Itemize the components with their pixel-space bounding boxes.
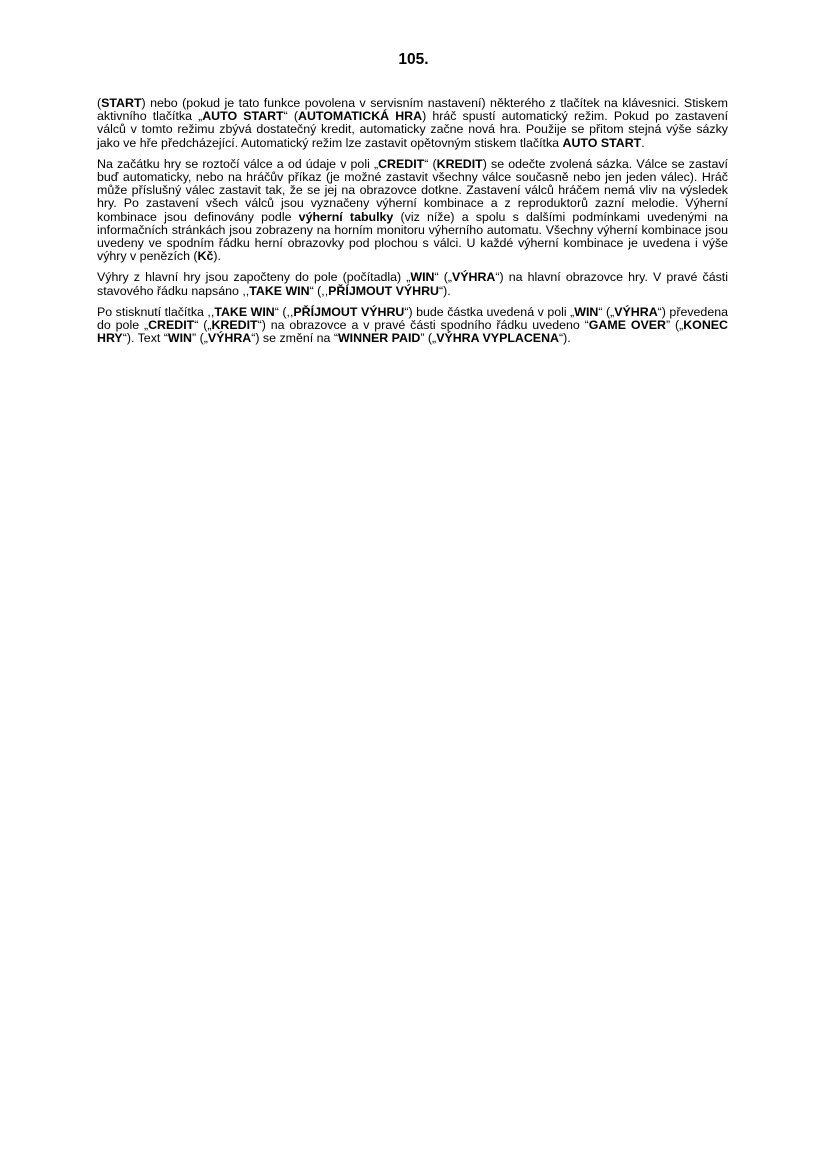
text-run: “). Text “ [122,331,168,346]
bold-text-run: VÝHRA VYPLACENA [436,331,559,346]
text-run: “) bude částka uvedená v poli „ [404,304,575,319]
bold-text-run: výherní tabulky [298,209,394,224]
bold-text-run: CREDIT [378,156,425,171]
text-run: ” („ [420,331,437,346]
bold-text-run: TAKE WIN [214,304,275,319]
bold-text-run: KONEC HRY [97,318,728,346]
bold-text-run: Kč [197,249,214,264]
document-body [97,97,728,353]
page-number: 105. [398,51,429,68]
text-run: “). [439,283,451,298]
text-run: ” („ [192,331,208,346]
text-run: “ („ [598,304,615,319]
bold-text-run: KREDIT [211,318,258,333]
bold-text-run: PŘÍJMOUT VÝHRU [293,304,405,319]
bold-text-run: AUTO START [562,135,642,150]
bold-text-run: WIN [574,304,599,319]
text-run: Výhry z hlavní hry jsou započteny do pole (počítadla) „ [97,270,411,285]
bold-text-run: AUTOMATICKÁ HRA [298,109,423,124]
bold-text-run: VÝHRA [614,304,658,319]
text-run: “ (,, [274,304,294,319]
text-run: ) se odečte zvolená sázka. Válce se zastaví buď automaticky, nebo na hráčův příkaz (je možné zastavit všechny válce současně nebo jen jeden válec). Hráč může příslušný válec zastavit tak, že se jej na obrazovce dotkne. Zastavení válců hráčem nemá vliv na výsledek hry. Po zastavení všech válců jsou vyznačeny výherní kombinace a z reproduktorů zazní melodie. Výherní kombinace jsou definovány podle [97,156,728,224]
bold-text-run: VÝHRA [452,270,496,285]
text-run: “ ( [283,109,299,124]
text-run: Po stisknutí tlačítka ,, [97,304,215,319]
paragraph [97,271,728,297]
text-run: “). [558,331,571,346]
bold-text-run: START [101,96,142,110]
text-run: “) na hlavní obrazovce hry. V pravé části stavového řádku napsáno ,, [97,270,729,298]
bold-text-run: WINNER PAID [337,331,421,346]
bold-text-run: WIN [410,270,435,285]
text-run: “ (,, [309,283,329,298]
bold-text-run: VÝHRA [207,331,252,346]
paragraph [97,158,728,264]
text-run: ” („ [665,318,684,333]
text-run: ) hráč spustí automatický režim. Pokud po zastavení válců v tomto režimu zbývá dostatečný kredit, automaticky začne nová hra. Použije se přitom stejná výše sázky jako ve hře předcházející. Automatický režim lze zastavit opětovným stiskem tlačítka [97,109,729,150]
text-run: “) na obrazovce a v pravé části spodního řádku uvedeno “ [257,318,589,333]
bold-text-run: GAME OVER [588,318,666,333]
text-run: ) nebo (pokud je tato funkce povolena v servisním nastavení) některého z tlačítek na klávesnici. Stiskem aktivního tlačítka „ [97,96,728,124]
paragraph [97,97,728,150]
text-run: “ ( [424,156,437,171]
bold-text-run: TAKE WIN [249,283,310,298]
text-run: Na začátku hry se roztočí válce a od údaje v poli „ [97,156,379,171]
text-run: . [641,135,645,150]
text-run: “ („ [194,318,212,333]
text-run: “) se změní na “ [251,331,338,346]
text-run: “) převedena do pole „ [97,304,728,333]
bold-text-run: PŘÍJMOUT VÝHRU [328,283,440,298]
text-run: (viz níže) a spolu s dalšími podmínkami uvedenými na informačních stránkách jsou zobrazeny na horním monitoru výherního automatu. Všechny výherní kombinace jsou uvedeny ve spodním řádku herní obrazovky pod plochou s válci. U každé výherní kombinace je uvedena i výše výhry v penězích ( [97,209,729,264]
text-run: “ („ [434,270,452,285]
text-run: ). [213,249,221,264]
bold-text-run: KREDIT [436,156,483,171]
bold-text-run: CREDIT [148,318,195,333]
paragraph [97,306,728,346]
text-run: ( [97,96,102,110]
bold-text-run: AUTO START [202,109,284,124]
bold-text-run: WIN [167,331,193,346]
